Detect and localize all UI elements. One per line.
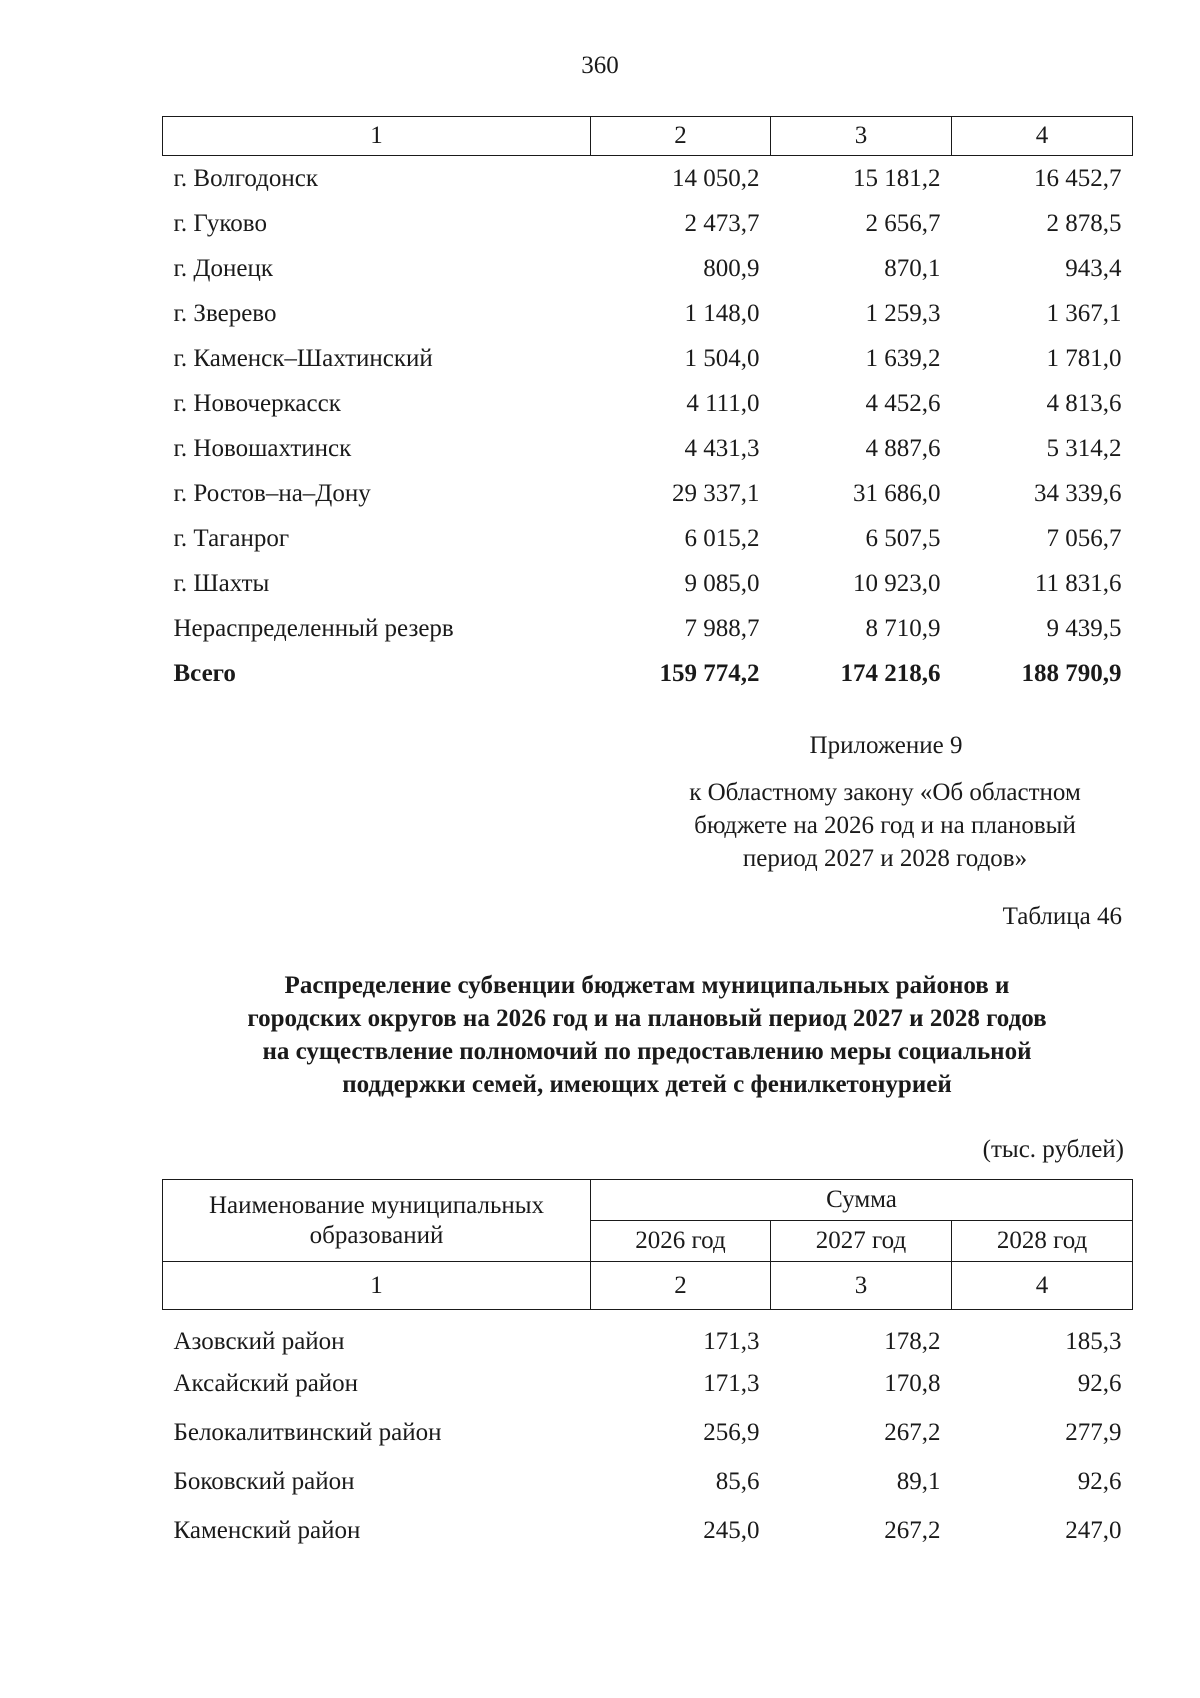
row-name: Азовский район (173, 1327, 345, 1355)
distribution-table-continued (162, 116, 1133, 696)
value-2027: 15 181,2 (853, 164, 941, 192)
units-label: (тыс. рублей) (982, 1136, 1124, 1163)
value-2027: 870,1 (884, 254, 941, 282)
document-title (162, 969, 1132, 1101)
column-number-4: 4 (952, 1262, 1133, 1310)
value-2026: 2 473,7 (684, 209, 760, 237)
table-row (163, 336, 1133, 381)
value-2026: 6 015,2 (684, 524, 760, 552)
table-row (163, 561, 1133, 606)
appendix-reference (620, 776, 1150, 875)
value-2026: 1 504,0 (684, 344, 760, 372)
appendix-number: Приложение 9 (809, 732, 963, 759)
value-2027: 267,2 (884, 1516, 941, 1544)
value-2028: 1 781,0 (1046, 344, 1122, 372)
row-name: г. Донецк (173, 254, 273, 282)
table-row (163, 606, 1133, 651)
value-2028: 2 878,5 (1046, 209, 1122, 237)
value-2028: 1 367,1 (1046, 299, 1122, 327)
value-2026: 171,3 (703, 1369, 760, 1397)
row-name: г. Волгодонск (173, 164, 319, 192)
value-2028: 4 813,6 (1046, 389, 1122, 417)
value-2026: 4 431,3 (684, 434, 760, 462)
value-2026: 171,3 (703, 1327, 760, 1355)
appendix-reference-line: к Областному закону «Об областном (689, 779, 1081, 806)
table-row (163, 1310, 1133, 1360)
table-row (163, 246, 1133, 291)
column-number-2: 2 (591, 1262, 771, 1310)
row-name: Боковский район (173, 1467, 355, 1495)
value-2028: 277,9 (1065, 1418, 1122, 1446)
value-2027: 31 686,0 (853, 479, 941, 507)
value-2028: 34 339,6 (1034, 479, 1122, 507)
column-number-1: 1 (163, 117, 591, 156)
row-name: г. Гуково (173, 209, 267, 237)
table-row (163, 201, 1133, 246)
value-2027: 1 639,2 (865, 344, 941, 372)
row-name: Каменский район (173, 1516, 361, 1544)
value-2026: 1 148,0 (684, 299, 760, 327)
row-name: Нераспределенный резерв (173, 614, 454, 642)
column-number-3: 3 (771, 117, 952, 156)
value-2026: 29 337,1 (672, 479, 760, 507)
title-line: Распределение субвенции бюджетам муниципальных районов и (284, 972, 1010, 999)
table-row (163, 426, 1133, 471)
value-2026: 7 988,7 (684, 614, 760, 642)
table-row (163, 381, 1133, 426)
value-2028: 5 314,2 (1046, 434, 1122, 462)
value-2027: 8 710,9 (865, 614, 941, 642)
row-name: г. Каменск–Шахтинский (173, 344, 433, 372)
table-header-row (163, 1180, 1133, 1221)
value-2026: 256,9 (703, 1418, 760, 1446)
row-name: Белокалитвинский район (173, 1418, 442, 1446)
value-2026: 800,9 (703, 254, 760, 282)
value-2028: 943,4 (1065, 254, 1122, 282)
total-row (163, 651, 1133, 696)
header-year-2027: 2027 год (771, 1221, 952, 1262)
value-2026: 245,0 (703, 1516, 760, 1544)
column-number-1: 1 (163, 1262, 591, 1310)
page-number: 360 (581, 52, 619, 79)
value-2027: 2 656,7 (865, 209, 941, 237)
subvention-table (162, 1179, 1133, 1555)
row-name: г. Ростов–на–Дону (173, 479, 371, 507)
table-row (163, 1359, 1133, 1408)
value-2027: 10 923,0 (853, 569, 941, 597)
value-2028: 247,0 (1065, 1516, 1122, 1544)
value-2027: 4 887,6 (865, 434, 941, 462)
column-number-2: 2 (591, 117, 771, 156)
table-row (163, 1408, 1133, 1457)
value-2028: 185,3 (1065, 1327, 1122, 1355)
total-2028: 188 790,9 (1021, 659, 1122, 687)
value-2028: 92,6 (1077, 1467, 1122, 1495)
table-row (163, 156, 1133, 202)
column-number-3: 3 (771, 1262, 952, 1310)
row-name: г. Новочеркасск (173, 389, 341, 417)
table-row (163, 1506, 1133, 1555)
table-header-row (163, 117, 1133, 156)
header-sum: Сумма (591, 1180, 1133, 1221)
total-label: Всего (173, 659, 236, 687)
appendix-reference-line: бюджете на 2026 год и на плановый (694, 812, 1076, 839)
table-row (163, 1457, 1133, 1506)
value-2028: 9 439,5 (1046, 614, 1122, 642)
total-2027: 174 218,6 (840, 659, 941, 687)
title-line: поддержки семей, имеющих детей с фенилкетонурией (342, 1071, 952, 1098)
table-row (163, 471, 1133, 516)
table-row (163, 291, 1133, 336)
total-2026: 159 774,2 (659, 659, 760, 687)
value-2027: 178,2 (884, 1327, 941, 1355)
row-name: Аксайский район (173, 1369, 359, 1397)
value-2028: 16 452,7 (1034, 164, 1122, 192)
value-2027: 89,1 (896, 1467, 941, 1495)
table-number: Таблица 46 (1002, 903, 1122, 930)
value-2026: 85,6 (715, 1467, 760, 1495)
value-2027: 4 452,6 (865, 389, 941, 417)
value-2027: 170,8 (884, 1369, 941, 1397)
row-name: г. Новошахтинск (173, 434, 352, 462)
table-header-row (163, 1262, 1133, 1310)
appendix-reference-line: период 2027 и 2028 годов» (742, 845, 1028, 872)
row-name: г. Зверево (173, 299, 277, 327)
row-name: г. Таганрог (173, 524, 290, 552)
header-municipality: Наименование муниципальных образований (163, 1180, 591, 1262)
value-2028: 11 831,6 (1034, 569, 1122, 597)
value-2026: 14 050,2 (672, 164, 760, 192)
value-2028: 7 056,7 (1046, 524, 1122, 552)
column-number-4: 4 (952, 117, 1133, 156)
value-2028: 92,6 (1077, 1369, 1122, 1397)
value-2027: 1 259,3 (865, 299, 941, 327)
row-name: г. Шахты (173, 569, 270, 597)
header-year-2028: 2028 год (952, 1221, 1133, 1262)
title-line: городских округов на 2026 год и на плановый период 2027 и 2028 годов (247, 1005, 1047, 1032)
value-2026: 4 111,0 (686, 389, 760, 417)
value-2027: 6 507,5 (865, 524, 941, 552)
table-row (163, 516, 1133, 561)
value-2026: 9 085,0 (684, 569, 760, 597)
title-line: на существление полномочий по предоставлению меры социальной (262, 1038, 1032, 1065)
header-year-2026: 2026 год (591, 1221, 771, 1262)
value-2027: 267,2 (884, 1418, 941, 1446)
